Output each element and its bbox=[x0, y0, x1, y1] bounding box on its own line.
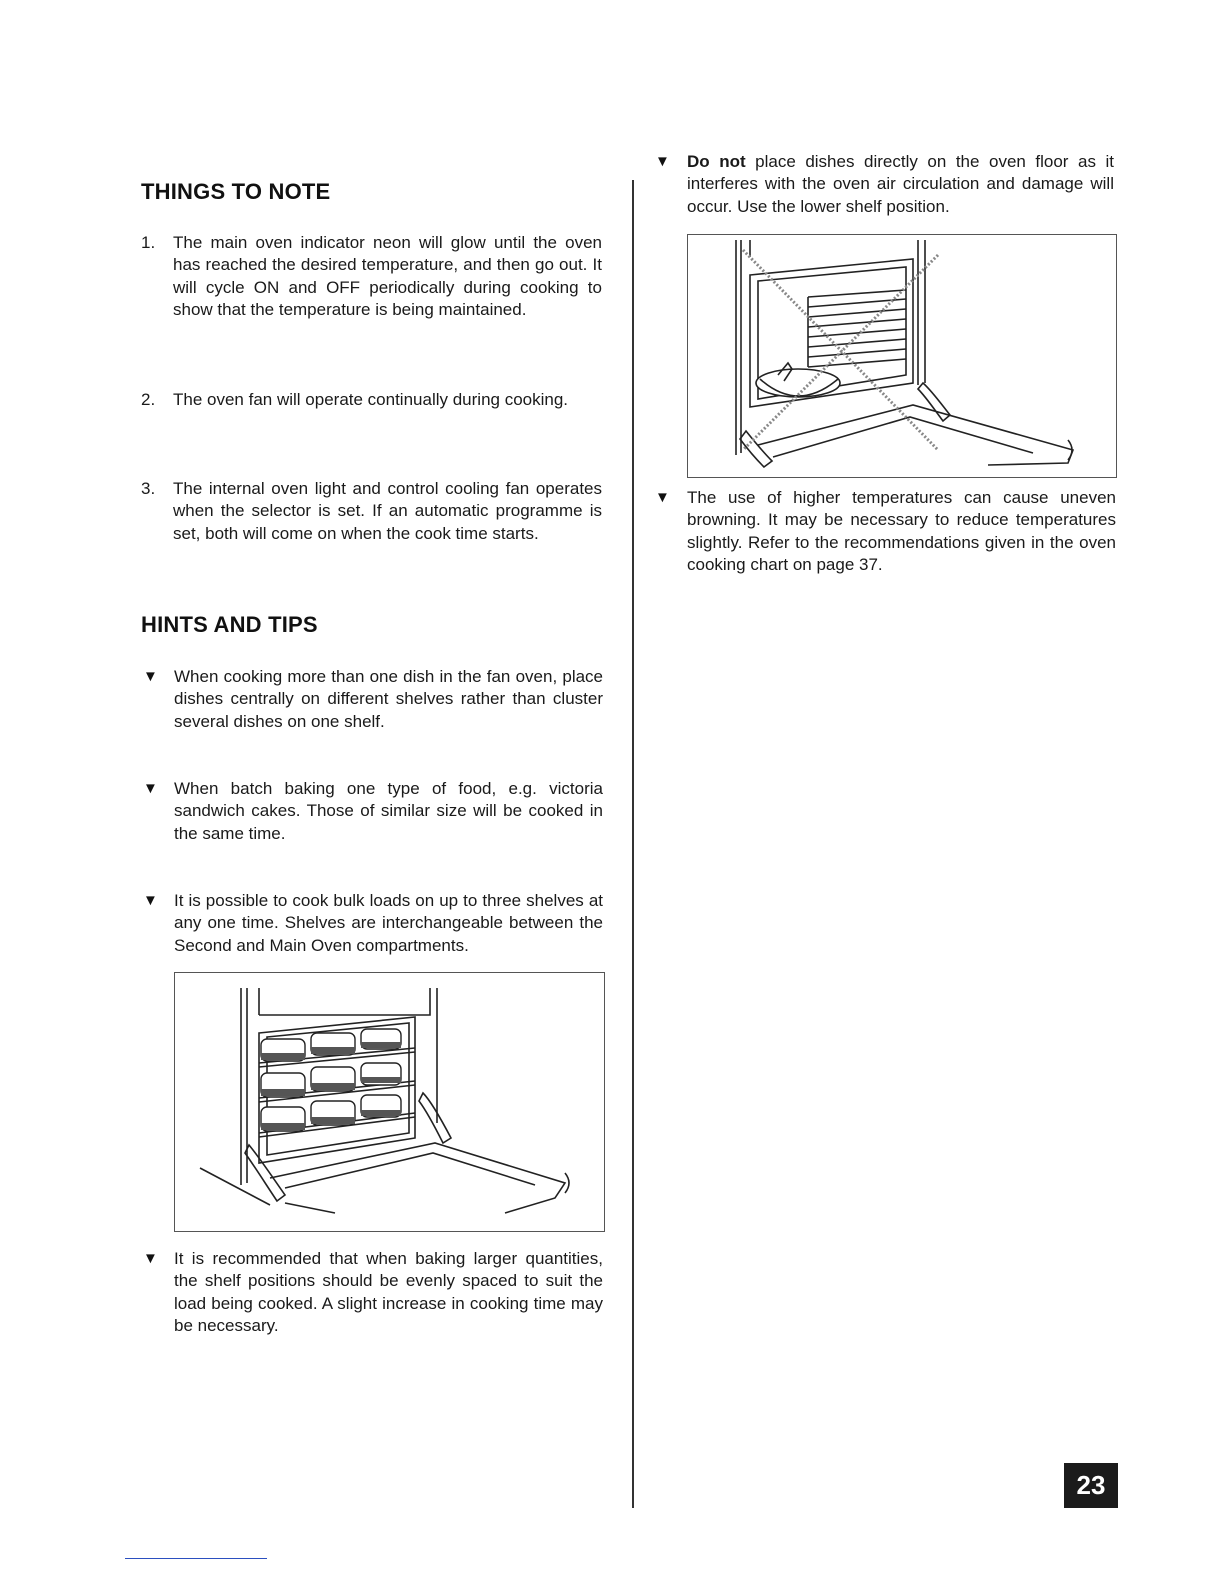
warning-bold-prefix: Do not bbox=[687, 152, 746, 171]
oven-floor-dish-illustration bbox=[687, 234, 1117, 478]
tip-text: When batch baking one type of food, e.g. victoria sandwich cakes. Those of similar size will be cooked in the same time. bbox=[174, 779, 603, 843]
bullet-icon: ▼ bbox=[143, 1250, 158, 1267]
hints-and-tips-heading: HINTS AND TIPS bbox=[141, 612, 318, 637]
bullet-icon: ▼ bbox=[655, 153, 670, 170]
tip-text: It is recommended that when baking larger quantities, the shelf positions should be evenly spaced to suit the load being cooked. A slight increase in cooking time may be necessary. bbox=[174, 1249, 603, 1336]
list-item-text: The main oven indicator neon will glow until the oven has reached the desired temperature, and then go out. It will cycle ON and OFF periodically during cooking to show that the temperature is being maintained. bbox=[173, 233, 602, 320]
warning-text bbox=[687, 151, 1114, 218]
bullet-icon: ▼ bbox=[655, 489, 670, 506]
list-item-number: 2. bbox=[141, 390, 156, 409]
tip-text: It is possible to cook bulk loads on up to three shelves at any one time. Shelves are interchangeable between the Second and Main Oven compartments. bbox=[174, 891, 603, 955]
list-item-number: 3. bbox=[141, 479, 156, 498]
crossed-out-oven-icon bbox=[688, 235, 1116, 477]
oven-illustration-icon bbox=[175, 973, 604, 1231]
list-item-number: 1. bbox=[141, 233, 156, 252]
list-item-text: The internal oven light and control cooling fan operates when the selector is set. If an automatic programme is set, both will come on when the cook time starts. bbox=[173, 479, 602, 543]
column-divider bbox=[632, 180, 634, 1508]
tip-text: When cooking more than one dish in the fan oven, place dishes centrally on different shelves rather than cluster several dishes on one shelf. bbox=[174, 667, 603, 731]
warning-body: place dishes directly on the oven floor as it interferes with the oven air circulation and damage will occur. Use the lower shelf position. bbox=[687, 152, 1114, 216]
oven-batch-baking-illustration bbox=[174, 972, 605, 1232]
info-text: The use of higher temperatures can cause uneven browning. It may be necessary to reduce temperatures slightly. Refer to the recommendations given in the oven cooking chart on page 37. bbox=[687, 488, 1116, 575]
bullet-icon: ▼ bbox=[143, 668, 158, 685]
bottom-rule bbox=[125, 1558, 267, 1559]
bullet-icon: ▼ bbox=[143, 780, 158, 797]
page-number-badge: 23 bbox=[1064, 1463, 1118, 1508]
things-to-note-heading: THINGS TO NOTE bbox=[141, 179, 331, 204]
list-item-text: The oven fan will operate continually during cooking. bbox=[173, 390, 569, 409]
bullet-icon: ▼ bbox=[143, 892, 158, 909]
